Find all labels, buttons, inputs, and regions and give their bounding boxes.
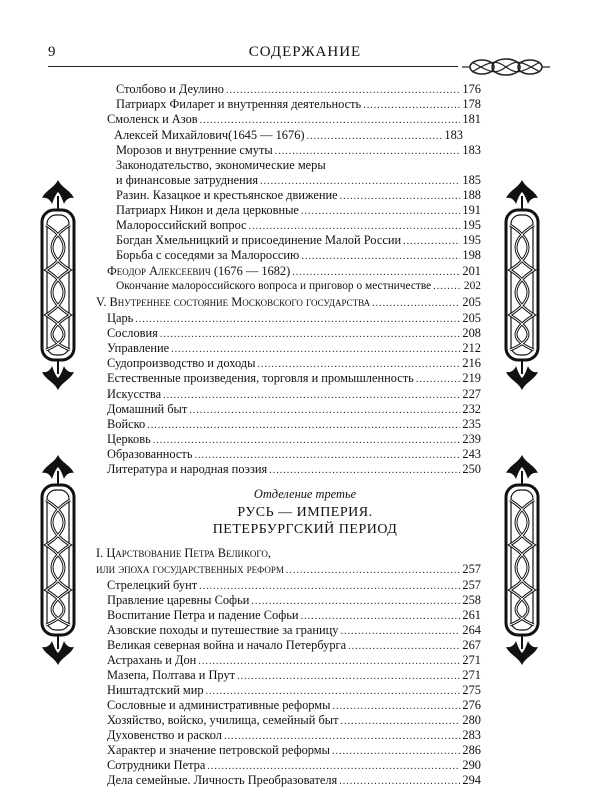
toc-entry[interactable]: Царь ..... 205 — [107, 311, 481, 327]
toc-entry[interactable]: Патриарх Никон и дела церковные ..... 191 — [116, 203, 481, 219]
toc-entry[interactable]: и финансовые затруднения ..... 185 — [116, 173, 481, 189]
toc-entry[interactable]: Столбово и Деулино ..... 176 — [116, 82, 481, 98]
toc-entry[interactable]: Естественные произведения, торговля и промышленность ..... 219 — [107, 371, 481, 387]
toc-entry[interactable]: Искусства ..... 227 — [107, 387, 481, 403]
toc-chapter-entry[interactable]: V. Внутреннее состояние Московского государства ..... 205 — [96, 295, 481, 311]
toc-entry[interactable]: Характер и значение петровской реформы ..... 286 — [107, 743, 481, 759]
toc-entry[interactable]: Домашний быт ..... 232 — [107, 402, 481, 418]
toc-entry[interactable]: Правление царевны Софьи ..... 258 — [107, 593, 481, 609]
toc-entry[interactable]: Судопроизводство и доходы ..... 216 — [107, 356, 481, 372]
toc-entry[interactable]: Сотрудники Петра ..... 290 — [107, 758, 481, 774]
toc-entry[interactable]: Войско ..... 235 — [107, 417, 481, 433]
section-title: РУСЬ — ИМПЕРИЯ. — [237, 505, 373, 520]
toc-entry[interactable]: Борьба с соседями за Малороссию ..... 198 — [116, 248, 481, 264]
toc-entry[interactable]: Воспитание Петра и падение Софьи ..... 261 — [107, 608, 481, 624]
toc-entry[interactable]: Феодор Алексеевич (1676 — 1682) ..... 201 — [107, 264, 481, 280]
section-caption: Отделение третье — [253, 487, 357, 501]
toc-chapter-entry[interactable]: или эпоха государственных реформ ..... 257 — [96, 562, 481, 578]
toc-entry[interactable]: Патриарх Филарет и внутренняя деятельность ..... 178 — [116, 97, 481, 113]
section-title-line2: ПЕТЕРБУРГСКИЙ ПЕРИОД — [212, 522, 398, 537]
toc-entry[interactable]: Сословия ..... 208 — [107, 326, 481, 342]
toc-entry[interactable]: Смоленск и Азов ..... 181 — [107, 112, 481, 128]
toc-entry[interactable]: Морозов и внутренние смуты ..... 183 — [116, 143, 481, 159]
toc-chapter-line[interactable]: I. Царствование Петра Великого, — [96, 546, 271, 560]
running-title: СОДЕРЖАНИЕ — [248, 44, 362, 60]
toc-entry[interactable]: Сословные и административные реформы ..... 276 — [107, 698, 481, 714]
toc-entry[interactable]: Окончание малороссийского вопроса и приговор о местничестве ..... 202 — [116, 279, 481, 294]
toc-entry[interactable]: Образованность ..... 243 — [107, 447, 481, 463]
toc-entry[interactable]: Астрахань и Дон ..... 271 — [107, 653, 481, 669]
toc-entry[interactable]: Стрелецкий бунт ..... 257 — [107, 578, 481, 594]
toc-entry[interactable]: Великая северная война и начало Петербурга ..... 267 — [107, 638, 481, 654]
toc-entry[interactable]: Разин. Казацкое и крестьянское движение ..... 188 — [116, 188, 481, 204]
toc-entry[interactable]: Богдан Хмельницкий и присоединение Малой России ..... 195 — [116, 233, 481, 249]
toc-entry[interactable]: Дела семейные. Личность Преобразователя ..... 294 — [107, 773, 481, 789]
toc-entry[interactable]: Церковь ..... 239 — [107, 432, 481, 448]
toc-entry-line[interactable]: Законодательство, экономические меры — [116, 158, 326, 172]
toc-entry[interactable]: Ништадтский мир ..... 275 — [107, 683, 481, 699]
toc-entry[interactable]: Управление ..... 212 — [107, 341, 481, 357]
toc-entry[interactable]: Азовские походы и путешествие за границу ..... 264 — [107, 623, 481, 639]
toc-entry[interactable]: Малороссийский вопрос ..... 195 — [116, 218, 481, 234]
page-number: 9 — [48, 44, 56, 60]
toc-entry[interactable]: Мазепа, Полтава и Прут ..... 271 — [107, 668, 481, 684]
toc-entry[interactable]: Алексей Михайлович(1645 — 1676) ..... 183 — [114, 128, 463, 144]
toc-entry[interactable]: Духовенство и раскол ..... 283 — [107, 728, 481, 744]
toc-entry[interactable]: Хозяйство, войско, училища, семейный быт ..... 280 — [107, 713, 481, 729]
toc-entry[interactable]: Литература и народная поэзия ..... 250 — [107, 462, 481, 478]
